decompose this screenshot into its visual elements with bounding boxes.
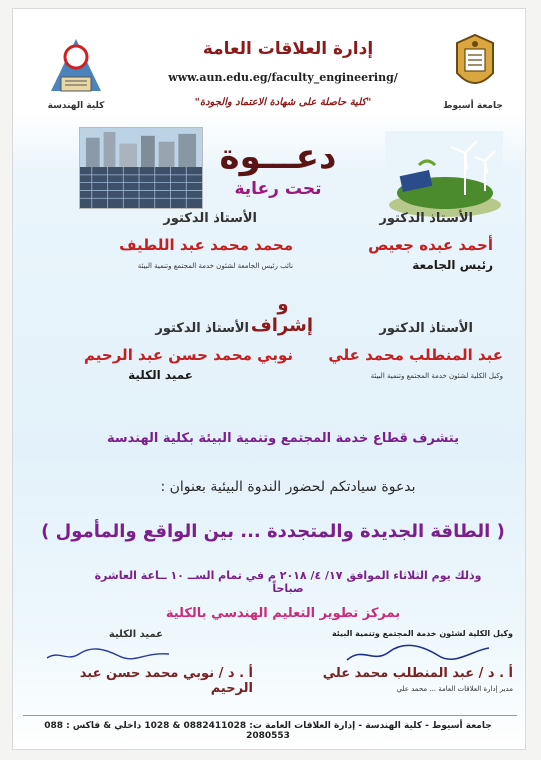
seminar-title: ( الطاقة الجديدة والمتجددة ... بين الواقع والمأمول ) <box>41 521 505 542</box>
honored-line: يتشرف قطاع خدمة المجتمع وتنمية البيئة بكلية الهندسة <box>106 431 459 446</box>
signature-left <box>33 629 253 696</box>
supervisor-left <box>63 321 293 382</box>
dept-title: إدارة العلاقات العامة <box>202 39 374 59</box>
venue-line: بمركز تطوير التعليم الهندسي بالكلية <box>165 606 401 621</box>
accreditation-note: "كلية حاصلة على شهادة الاعتماد والجودة" <box>194 97 372 108</box>
patron-position: رئيس الجامعة <box>412 258 493 272</box>
patron-label: الأستاذ الدكتور <box>163 211 257 226</box>
faculty-logo <box>43 33 109 101</box>
and-supervision: و إشراف <box>250 294 313 336</box>
supervisor-position: وكيل الكلية لشئون خدمة المجتمع وتنمية البيئة <box>370 372 503 380</box>
supervisor-right <box>293 321 503 380</box>
signature-right <box>313 629 513 693</box>
patron-name: محمد محمد عبد اللطيف <box>119 236 293 254</box>
signature-scribble <box>43 644 173 666</box>
solar-panels-photo <box>79 127 203 209</box>
faculty-name: كلية الهندسة <box>47 101 105 111</box>
supervisor-label: الأستاذ الدكتور <box>155 321 249 336</box>
patron-right <box>303 211 493 272</box>
supervisor-position: عميد الكلية <box>128 368 193 382</box>
under-patronage: تحت رعاية <box>234 179 322 199</box>
signature-label: عميد الكلية <box>108 629 163 640</box>
footer-contact: جامعة أسيوط - كلية الهندسة - إدارة العلاقات العامة ت: 0882411028 & 1028 داخلي & فاكس : 088 2080553 <box>44 721 492 741</box>
invite-line: بدعوة سيادتكم لحضور الندوة البيئية بعنوان : <box>160 479 416 495</box>
signature-name: أ . د / نوبي محمد حسن عبد الرحيم <box>79 666 253 696</box>
signature-name: أ . د / عبد المنطلب محمد علي <box>322 666 513 681</box>
signature-note: مدير إدارة العلاقات العامة ... محمد علي <box>396 685 513 693</box>
university-logo <box>453 33 497 95</box>
supervisor-label: الأستاذ الدكتور <box>379 321 473 336</box>
patron-position: نائب رئيس الجامعة لشئون خدمة المجتمع وتنمية البيئة <box>137 262 293 270</box>
patron-label: الأستاذ الدكتور <box>379 211 473 226</box>
university-name: جامعة أسيوط <box>443 101 503 111</box>
website-link[interactable]: www.aun.edu.eg/faculty_engineering/ <box>168 71 398 84</box>
patron-left <box>73 211 293 270</box>
signature-scribble <box>343 642 493 666</box>
patron-name: أحمد عبده جعيص <box>368 236 493 254</box>
date-line: وذلك يوم الثلاثاء الموافق ١٧/ ٤/ ٢٠١٨ م في تمام الســ ١٠ ــاعة العاشرة صباحاً <box>94 569 482 595</box>
supervisor-name: نوبي محمد حسن عبد الرحيم <box>84 346 293 364</box>
footer-divider <box>23 715 517 716</box>
renewable-energy-photo <box>385 131 503 217</box>
invitation-title: دعـــوة <box>219 137 337 177</box>
supervisor-name: عبد المنطلب محمد علي <box>328 346 503 364</box>
invitation-page <box>12 8 526 750</box>
signature-label: وكيل الكلية لشئون خدمة المجتمع وتنمية البيئة <box>331 629 513 638</box>
